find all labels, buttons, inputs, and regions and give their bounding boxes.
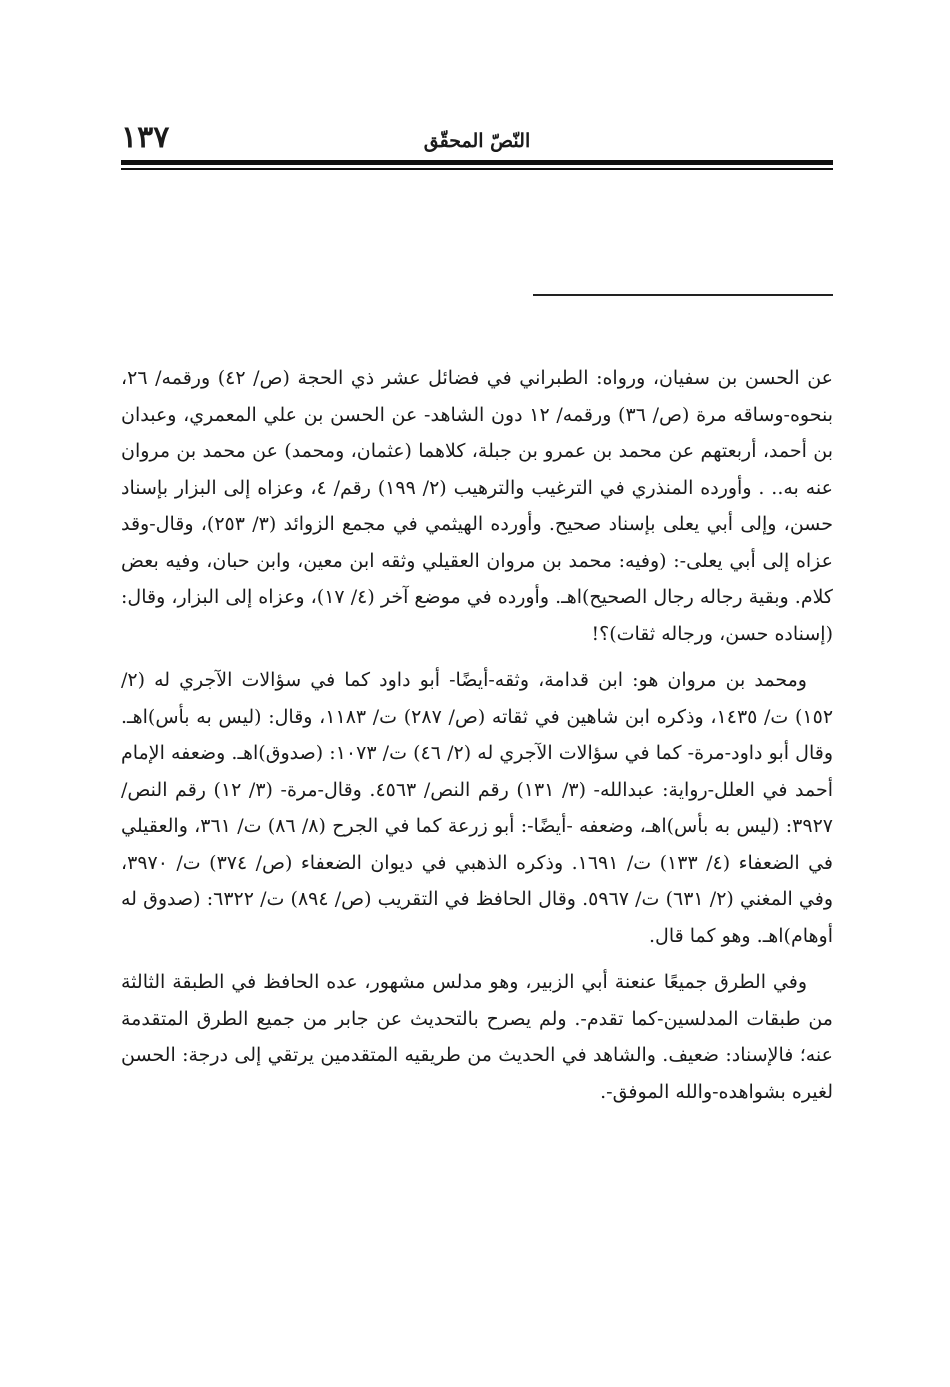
header-rule-thick	[121, 160, 833, 165]
page-header	[121, 118, 833, 158]
footnote-text	[121, 360, 833, 1120]
page-number: ١٣٧	[121, 120, 170, 155]
paragraph-1: عن الحسن بن سفيان، ورواه: الطبراني في فضائل عشر ذي الحجة (ص/ ٤٢) ورقمه/ ٢٦، بنحوه-وساقه مرة (ص/ ٣٦) ورقمه/ ١٢ دون الشاهد- عن الحسن بن علي المعمري، وعبدان بن أحمد، أربعتهم عن محمد بن عمرو بن جبلة، كلاهما (عثمان، ومحمد) عن محمد بن مروان عنه به.. . وأورده المنذري في الترغيب والترهيب (٢/ ١٩٩) رقم/ ٤، وعزاه إلى البزار بإسناد حسن، وإلى أبي يعلى بإسناد صحيح. وأورده الهيثمي في مجمع الزوائد (٣/ ٢٥٣)، وقال-وقد عزاه إلى أبي يعلى-: (وفيه: محمد بن مروان العقيلي وثقه ابن معين، وابن حبان، وفيه بعض كلام. وبقية رجاله رجال الصحيح)اهـ. وأورده في موضع آخر (٤/ ١٧)، وعزاه إلى البزار، وقال: (إسناده حسن، ورجاله ثقات)؟!	[121, 367, 834, 645]
footnote-separator	[533, 294, 833, 296]
paragraph-3: وفي الطرق جميعًا عنعنة أبي الزبير، وهو مدلس مشهور، عده الحافظ في الطبقة الثالثة من طبقات المدلسين-كما تقدم-. ولم يصرح بالتحديث عن جابر من جميع الطرق المتقدمة عنه؛ فالإسناد: ضعيف. والشاهد في الحديث من طريقيه المتقدمين يرتقي إلى درجة: الحسن لغيره بشواهده-والله الموفق-.	[121, 971, 833, 1103]
running-title: النّصّ المحقّق	[423, 130, 531, 152]
header-rule-thin	[121, 168, 833, 170]
paragraph-2: ومحمد بن مروان هو: ابن قدامة، وثقه-أيضًا- أبو داود كما في سؤالات الآجري له (٢/ ١٥٢) ت/ ١٤٣٥، وذكره ابن شاهين في ثقاته (ص/ ٢٨٧) ت/ ١١٨٣، وقال: (ليس به بأس)اهـ. وقال أبو داود-مرة- كما في سؤالات الآجري له (٢/ ٤٦) ت/ ١٠٧٣: (صدوق)اهـ. وضعفه الإمام أحمد في العلل-رواية: عبدالله- (٣/ ١٣١) رقم النص/ ٤٥٦٣. وقال-مرة- (٣/ ١٢) رقم النص/ ٣٩٢٧: (ليس به بأس)اهـ، وضعفه -أيضًا-: أبو زرعة كما في الجرح (٨/ ٨٦) ت/ ٣٦١، والعقيلي في الضعفاء (٤/ ١٣٣) ت/ ١٦٩١. وذكره الذهبي في ديوان الضعفاء (ص/ ٣٧٤) ت/ ٣٩٧٠، وفي المغني (٢/ ٦٣١) ت/ ٥٩٦٧. وقال الحافظ في التقريب (ص/ ٨٩٤) ت/ ٦٣٢٢: (صدوق له أوهام)اهـ. وهو كما قال.	[121, 669, 834, 947]
